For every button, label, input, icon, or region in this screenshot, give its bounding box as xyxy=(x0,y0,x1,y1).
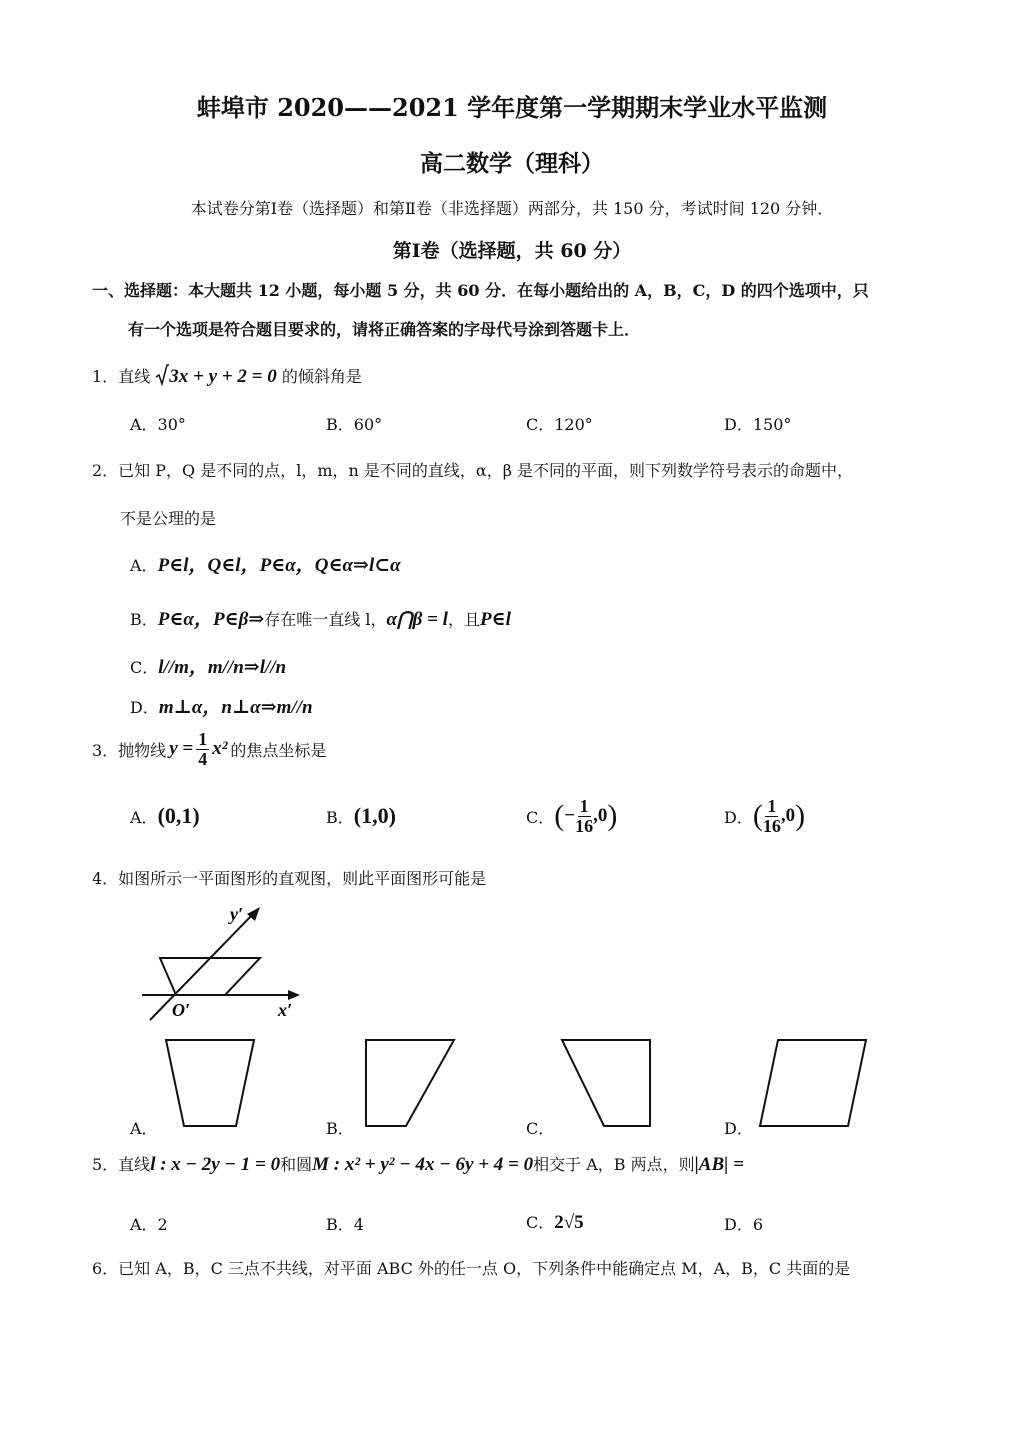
q3-option-b-label: B． xyxy=(326,807,354,827)
fraction-denominator: 16 xyxy=(762,815,781,836)
q3-option-b-value: (1,0) xyxy=(353,803,396,828)
q2-option-a[interactable] xyxy=(130,550,401,577)
question-1-equation: 3x + y + 2 = 0 xyxy=(169,366,277,387)
y-axis-label: y′ xyxy=(230,904,244,924)
question-5-ab: |AB| = xyxy=(694,1154,744,1175)
fraction-denominator: 16 xyxy=(575,815,594,836)
q2-option-b-math2: α⋂β = l xyxy=(386,609,448,630)
part-title: 第Ⅰ卷（选择题，共 60 分） xyxy=(392,240,632,262)
q4-option-c-figure[interactable] xyxy=(558,1036,658,1132)
q4-option-a-figure[interactable] xyxy=(160,1036,260,1132)
oblique-view-figure xyxy=(128,898,303,1028)
q2-option-a-math: P∈l，Q∈l，P∈α，Q∈α⇒l⊂α xyxy=(157,555,401,576)
q2-option-c[interactable] xyxy=(130,652,286,679)
question-4-stem: 4．如图所示一平面图形的直观图，则此平面图形可能是 xyxy=(92,869,487,888)
right-trapezoid-shape xyxy=(562,1040,650,1126)
left-paren-icon: ( xyxy=(554,799,565,832)
q2-option-c-math: l//m，m//n⇒l//n xyxy=(158,657,287,678)
question-1 xyxy=(92,364,362,388)
q2-option-d-label: D． xyxy=(130,698,159,717)
question-5 xyxy=(92,1152,744,1176)
q2-option-d-math: m⊥α，n⊥α⇒m//n xyxy=(158,697,313,718)
question-1-pre: 直线 xyxy=(118,367,151,386)
sqrt-icon xyxy=(155,367,169,386)
isosceles-trapezoid-shape xyxy=(166,1040,254,1126)
q2-option-b-text2: ，且 xyxy=(447,610,480,629)
question-3-rhs: x² xyxy=(212,738,228,759)
question-3-lhs: y = xyxy=(169,738,194,759)
q3-option-a-value: (0,1) xyxy=(157,803,200,828)
q5-option-c[interactable] xyxy=(526,1210,584,1234)
origin-label: O′ xyxy=(172,1000,191,1020)
q4-option-b-figure[interactable] xyxy=(360,1036,460,1132)
q1-option-c[interactable]: C．120° xyxy=(526,415,593,434)
section-instructions-line1: 一、选择题：本大题共 12 小题，每小题 5 分，共 60 分．在每小题给出的 A，B，C，D 的四个选项中，只 xyxy=(92,281,869,300)
q4-option-a[interactable]: A． xyxy=(130,1119,158,1138)
x-axis-arrow-icon xyxy=(288,990,300,1000)
exam-title: 蚌埠市 2020——2021 学年度第一学期期末学业水平监测 xyxy=(196,93,828,122)
q5-option-c-label: C． xyxy=(526,1213,555,1232)
q4-option-d[interactable]: D． xyxy=(724,1119,753,1138)
question-5-post: 相交于 A，B 两点，则 xyxy=(533,1155,695,1174)
q2-option-b-math3: P∈l xyxy=(479,609,511,630)
x-axis-label: x′ xyxy=(278,1000,293,1020)
q5-option-c-value: 2√5 xyxy=(554,1212,584,1233)
y-axis-line xyxy=(150,912,255,1020)
q4-option-c[interactable]: C． xyxy=(526,1119,555,1138)
right-paren-icon: ) xyxy=(607,799,618,832)
question-6-stem: 6．已知 A，B，C 三点不共线，对平面 ABC 外的任一点 O，下列条件中能确定点 M，A，B，C 共面的是 xyxy=(92,1259,851,1278)
question-3-post: 的焦点坐标是 xyxy=(230,740,327,760)
parallelogram-shape xyxy=(760,1040,866,1126)
q3-option-c-label: C． xyxy=(526,807,555,827)
q3-option-a-label: A． xyxy=(130,807,158,827)
question-2-line2: 不是公理的是 xyxy=(120,509,217,528)
q3-option-d[interactable] xyxy=(724,790,805,842)
q3-option-d-fraction xyxy=(763,797,781,836)
exam-intro: 本试卷分第Ⅰ卷（选择题）和第Ⅱ卷（非选择题）两部分，共 150 分，考试时间 120 分钟． xyxy=(190,199,834,218)
fraction-denominator: 4 xyxy=(198,748,208,769)
question-5-pre: 5．直线 xyxy=(92,1155,151,1174)
q4-option-d-figure[interactable] xyxy=(756,1036,872,1132)
exam-subtitle: 高二数学（理科） xyxy=(420,150,604,177)
q2-option-a-label: A． xyxy=(130,556,158,575)
question-5-line-equation: l : x − 2y − 1 = 0 xyxy=(150,1154,281,1175)
right-trapezoid-shape xyxy=(366,1040,454,1126)
q3-option-c-fraction xyxy=(575,797,593,836)
question-3 xyxy=(92,724,326,774)
q2-option-b[interactable] xyxy=(130,604,511,631)
question-2-line1: 2．已知 P，Q 是不同的点，l，m，n 是不同的直线，α，β 是不同的平面，则下列数学符号表示的命题中， xyxy=(92,461,854,480)
question-5-mid: 和圆 xyxy=(280,1155,313,1174)
section-instructions-line2: 有一个选项是符合题目要求的，请将正确答案的字母代号涂到答题卡上． xyxy=(128,320,641,339)
q4-option-b[interactable]: B． xyxy=(326,1119,354,1138)
q5-option-d[interactable]: D．6 xyxy=(724,1215,764,1234)
fraction-numerator: 1 xyxy=(579,795,589,816)
q3-option-c-sign: − xyxy=(564,805,576,826)
q5-option-a[interactable]: A．2 xyxy=(130,1215,168,1234)
q2-option-b-math1: P∈α，P∈β⇒ xyxy=(157,609,265,630)
fraction-numerator: 1 xyxy=(767,795,777,816)
left-paren-icon: ( xyxy=(752,799,763,832)
q2-option-b-label: B． xyxy=(130,610,158,629)
question-5-circle-equation: M : x² + y² − 4x − 6y + 4 = 0 xyxy=(312,1154,534,1175)
q3-option-d-label: D． xyxy=(724,807,753,827)
q3-option-d-tail: ,0 xyxy=(780,805,796,826)
q1-option-a[interactable]: A．30° xyxy=(130,415,186,434)
q3-option-c[interactable] xyxy=(526,790,617,842)
question-1-number: 1． xyxy=(92,367,119,386)
q3-option-c-tail: ,0 xyxy=(593,805,608,826)
right-paren-icon: ) xyxy=(795,799,806,832)
q3-option-a[interactable] xyxy=(130,796,200,836)
q1-option-d[interactable]: D．150° xyxy=(724,415,792,434)
fraction-numerator: 1 xyxy=(198,728,208,749)
q1-option-b[interactable]: B．60° xyxy=(326,415,383,434)
q2-option-d[interactable] xyxy=(130,692,313,719)
q3-option-b[interactable] xyxy=(326,796,396,836)
question-3-fraction xyxy=(196,730,209,769)
question-3-pre: 3．抛物线 xyxy=(92,740,167,760)
q5-option-b[interactable]: B．4 xyxy=(326,1215,364,1234)
q2-option-b-text: 存在唯一直线 l， xyxy=(264,610,387,629)
question-1-post: 的倾斜角是 xyxy=(281,367,362,386)
q2-option-c-label: C． xyxy=(130,658,159,677)
oblique-trapezoid-shape xyxy=(160,958,260,995)
